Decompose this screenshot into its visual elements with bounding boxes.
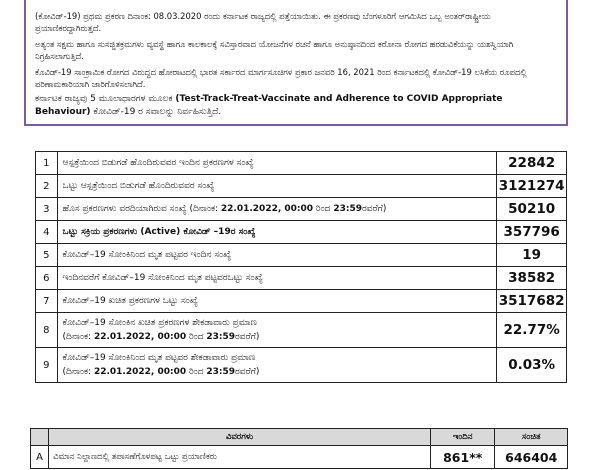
row-number: 5: [36, 244, 58, 267]
row-number: 7: [36, 290, 58, 313]
row-cumulative-value: 646404: [495, 446, 568, 469]
header-blank-cell: [31, 429, 49, 446]
label-time: 23:59: [206, 332, 236, 342]
row-value: 50210: [497, 198, 567, 221]
label-suffix: ರವರೆಗೆ): [235, 332, 260, 342]
row-label: ಕೋವಿಡ್–19 ಸೋಂಕಿನಿಂದ ಮೃತ ಪಟ್ಟವರ ಇಂದಿನ ಸಂಖ್ಯೆ: [57, 244, 497, 267]
label-time: 23:59: [206, 367, 236, 377]
row-value: 22842: [497, 152, 567, 175]
label-text: ಕೋವಿಡ್–19 ಸೋಂಕಿನಿಂದ ಮೃತ ಪಟ್ಟವರ ಶೇಕಡಾವಾರು ಪ್ರಮಾಣ: [62, 353, 256, 363]
table-row: [36, 290, 567, 313]
row-label: ಒಟ್ಟು ಸಕ್ರಿಯ ಪ್ರಕರಣಗಳು (Active) ಕೋವಿಡ್ –19ರ ಸಂಖ್ಯೆ: [57, 221, 497, 244]
row-value: 22.77%: [497, 313, 567, 348]
label-connector: ರಿಂದ: [186, 332, 207, 342]
table-row: [36, 175, 567, 198]
label-connector: ರಿಂದ: [186, 367, 207, 377]
row-value: 3517682: [497, 290, 567, 313]
label-suffix: ರವರೆಗೆ): [235, 367, 260, 377]
header-details: ವಿವರಗಳು: [49, 429, 431, 446]
row-number: 4: [36, 221, 58, 244]
table-row: [36, 313, 567, 348]
intro-paragraph-pillars: [35, 93, 557, 119]
intro-paragraph-first-case: (ಕೋವಿಡ್-19) ಪ್ರಥಮ ಪ್ರಕರಣ ದಿನಾಂಕ: 08.03.2020 ರಂದು ಕರ್ನಾಟಕ ರಾಜ್ಯದಲ್ಲಿ ಪತ್ತೆಯಾಯಿತು. ಈ ಪ್ರಕರಣವು ಬೆಂಗಳೂರಿಗೆ ಆಗಮಿಸಿದ ಒಬ್ಬ ಅಂತರ್‌ರಾಷ್ಟ್ರೀಯ ಪ್ರಯಾಣಿಕರದ್ದಾಗಿರುತ್ತದೆ.: [35, 11, 491, 34]
row-label: [57, 313, 497, 348]
table-header-row: [31, 429, 568, 446]
header-today: ಇಂದಿನ: [430, 429, 494, 446]
pillars-text-english: (Test-Track-Treat-Vaccinate and Adherence to COVID Appropriate Behaviour): [35, 94, 503, 118]
details-table: [30, 428, 568, 469]
pillars-text-pre: ಕರ್ನಾಟಕ ರಾಜ್ಯವು 5 ಮೂಲಾಧಾರಗಳ ಮೂಲಕ: [35, 94, 176, 105]
table-row: [36, 244, 567, 267]
row-label: [57, 198, 497, 221]
row-today-value: 861**: [430, 446, 494, 469]
intro-paragraph-vaccination: ಕೊವಿಡ್-19 ಸಾಂಕ್ರಾಮಿಕ ರೋಗದ ವಿರುದ್ಧದ ಹೋರಾಟದಲ್ಲಿ ಭಾರತ ಸರ್ಕಾರದ ಮಾರ್ಗಸೂಚಿಗಳ ಪ್ರಕಾರ ಜನವರಿ 16, 2021 ರಿಂದ ಕರ್ನಾಟಕದಲ್ಲಿ ಕೋವಿಡ್-19 ಲಸಿಕೆಯ ರೂಪದಲ್ಲಿ ಪರಿಣಾಮಕಾರಿಯಾಗಿ ಜಾರಿಗೊಳಿಸಲಾಗಿದೆ.: [35, 66, 527, 90]
row-value: 0.03%: [497, 348, 567, 383]
row-label: ಇಂದಿನವರೆಗೆ ಕೋವಿಡ್–19 ಸೋಂಕಿನಿಂದ ಮೃತ ಪಟ್ಟವರಒಟ್ಟು ಸಂಖ್ಯೆ: [57, 267, 497, 290]
row-number: 1: [36, 152, 58, 175]
row-number: 8: [36, 313, 58, 348]
label-suffix: ರವರೆಗೆ): [361, 204, 387, 214]
row-number: 9: [36, 348, 58, 383]
label-date: 22.01.2022, 00:00: [93, 367, 187, 377]
covid-stats-table: [35, 151, 567, 383]
label-date: 22.01.2022, 00:00: [220, 204, 314, 214]
label-date: 22.01.2022, 00:00: [93, 332, 187, 342]
table-row: [36, 152, 567, 175]
row-description: ವಿಮಾನ ನಿಲ್ದಾಣದಲ್ಲಿ ತಪಾಸಣೆಗೊಳಪಟ್ಟ ಒಟ್ಟು ಪ್ರಯಾಣಿಕರು: [49, 446, 431, 469]
header-cumulative: ಸಂಚಿತ: [495, 429, 568, 446]
row-label: [57, 348, 497, 383]
row-value: 38582: [497, 267, 567, 290]
row-number: 6: [36, 267, 58, 290]
label-date-prefix: (ದಿನಾಂಕ:: [62, 367, 94, 377]
intro-paragraph-measures: ಅತ್ಯಂತ ಸಕ್ಷಮ ಹಾಗೂ ಸುಸಜ್ಜಿತಕ್ರಮಗಳು ವ್ಯವಸ್ಥೆ ಹಾಗೂ ಕಾಲಕಾಲಕ್ಕೆ ಸವಿಸ್ತಾರವಾದ ಯೋಜನೆಗಳ ರಚನೆ ಹಾಗೂ ಅನುಷ್ಠಾನದಿಂದ ಕರೋನಾ ರೋಗದ ಹರಡುವಿಕೆಯನ್ನು ಯಶಸ್ವಿಯಾಗಿ ನಿಗ್ರಹಿಸಲಾಗುತ್ತಿದೆ.: [35, 38, 514, 62]
label-text: ಹೊಸ ಪ್ರಕರಣಗಳು ವರದಿಯಾಗಿರುವ ಸಂಖ್ಯೆ (ದಿನಾಂಕ:: [62, 204, 221, 214]
table-row: [36, 267, 567, 290]
label-date-range: [63, 367, 492, 377]
label-time: 23:59: [333, 204, 362, 214]
pillars-text-post: ಕೋವಿಡ್-19 ರ ಸವಾಲನ್ನು ನಿರ್ವಹಿಸುತ್ತಿದೆ.: [90, 107, 222, 118]
table-row: [36, 348, 567, 383]
label-date-prefix: (ದಿನಾಂಕ:: [62, 332, 94, 342]
row-number: 2: [36, 175, 58, 198]
row-value: 3121274: [497, 175, 567, 198]
table-row: [36, 198, 567, 221]
row-label: ಒಟ್ಟು ಆಸ್ಪತ್ರೆಯಿಂದ ಬಿಡುಗಡೆ ಹೊಂದಿರುವವರ ಸಂಖ್ಯೆ: [57, 175, 497, 198]
intro-box: [24, 0, 568, 126]
table-row: [36, 221, 567, 244]
label-text: ಕೋವಿಡ್–19 ಸೋಂಕಿನ ಖಚಿತ ಪ್ರಕರಣಗಳ ಶೇಕಡಾವಾರು ಪ್ರಮಾಣ: [62, 318, 257, 328]
row-number: 3: [36, 198, 58, 221]
row-label: ಕೋವಿಡ್–19 ಖಚಿತ ಪ್ರಕರಣಗಳ ಒಟ್ಟು ಸಂಖ್ಯೆ: [57, 290, 497, 313]
row-value: 19: [497, 244, 567, 267]
row-value: 357796: [497, 221, 567, 244]
table-row: [31, 446, 568, 469]
label-date-range: [63, 332, 492, 342]
row-letter: A: [31, 446, 49, 469]
row-label: ಆಸ್ಪತ್ರೆಯಿಂದ ಬಿಡುಗಡೆ ಹೊಂದಿರುವವರ ಇಂದಿನ ಪ್ರಕರಣಗಳ ಸಂಖ್ಯೆ: [57, 152, 497, 175]
label-connector: ರಿಂದ: [313, 204, 334, 214]
